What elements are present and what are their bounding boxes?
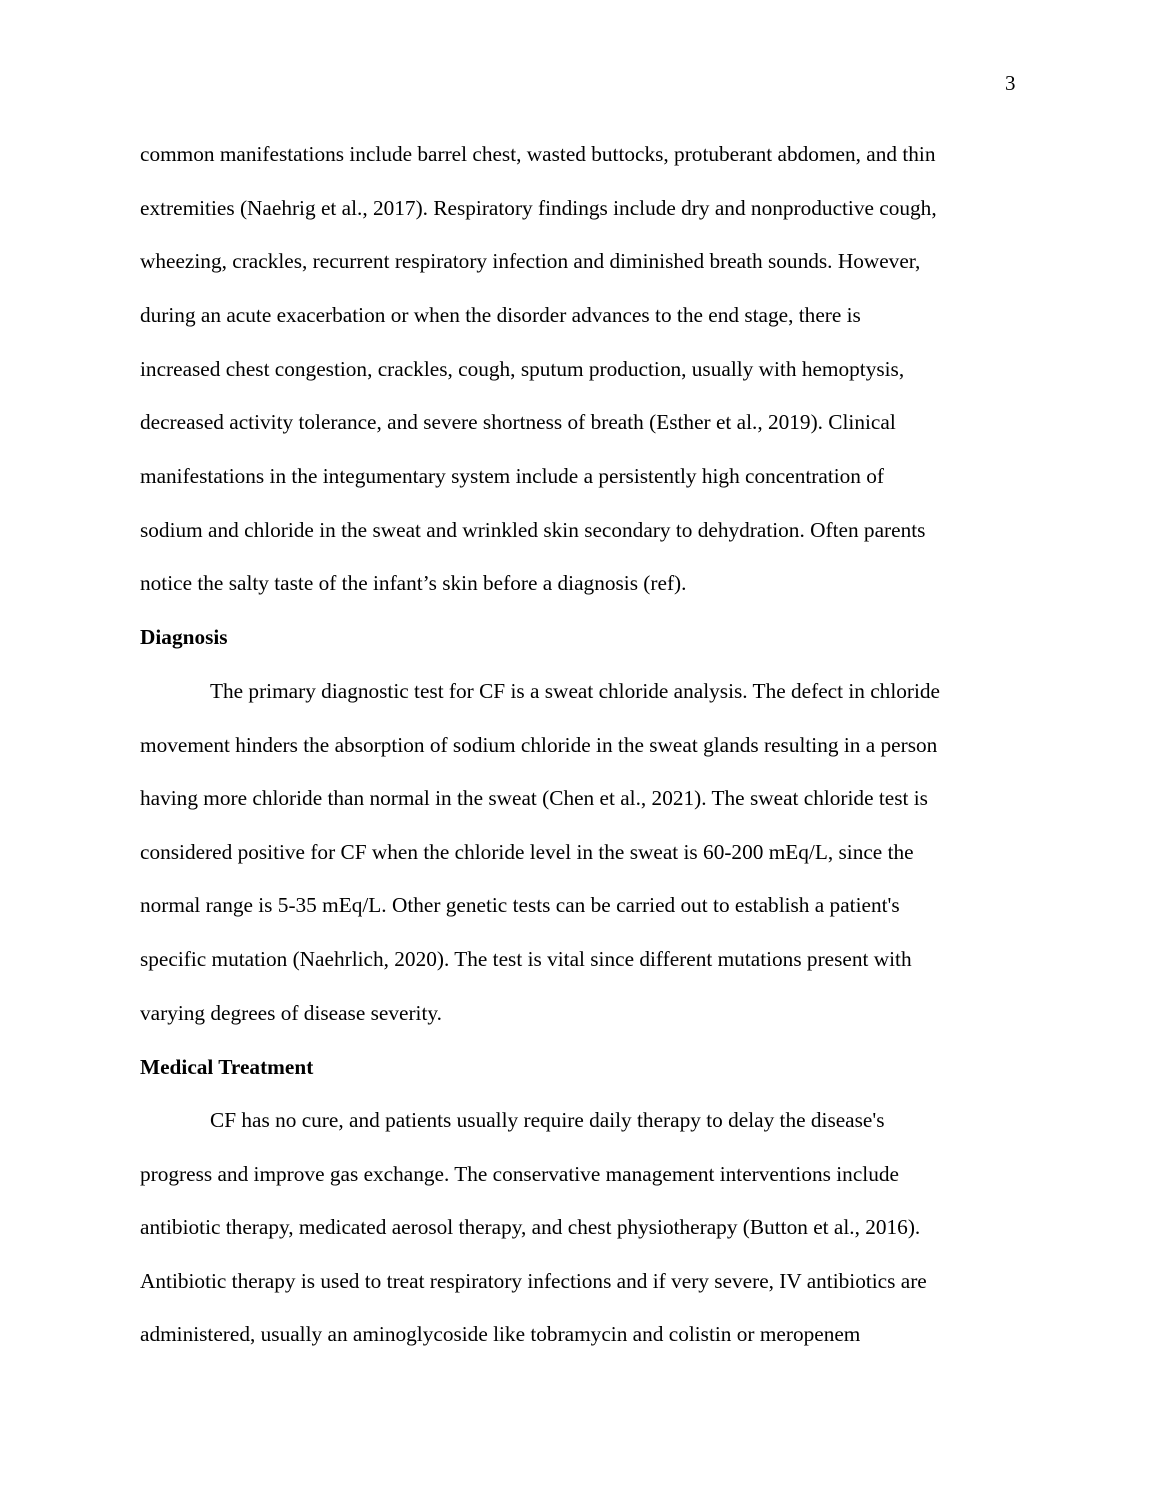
section-heading-medical-treatment: Medical Treatment xyxy=(140,1055,314,1079)
paragraph-line: considered positive for CF when the chloride level in the sweat is 60-200 mEq/L, since the xyxy=(140,840,914,864)
paragraph-line: common manifestations include barrel chest, wasted buttocks, protuberant abdomen, and thin xyxy=(140,142,936,166)
page-number: 3 xyxy=(1005,71,1016,95)
paragraph-line: extremities (Naehrig et al., 2017). Respiratory findings include dry and nonproductive cough, xyxy=(140,196,937,220)
paragraph-line: sodium and chloride in the sweat and wrinkled skin secondary to dehydration. Often parents xyxy=(140,518,926,542)
paragraph-line: during an acute exacerbation or when the disorder advances to the end stage, there is xyxy=(140,303,861,327)
paragraph-line: Antibiotic therapy is used to treat respiratory infections and if very severe, IV antibiotics are xyxy=(140,1269,927,1293)
paragraph-line: increased chest congestion, crackles, cough, sputum production, usually with hemoptysis, xyxy=(140,357,905,381)
paragraph-line: wheezing, crackles, recurrent respiratory infection and diminished breath sounds. However, xyxy=(140,249,921,273)
paragraph-line: notice the salty taste of the infant’s skin before a diagnosis (ref). xyxy=(140,571,687,595)
paragraph-line: having more chloride than normal in the sweat (Chen et al., 2021). The sweat chloride test is xyxy=(140,786,928,810)
paragraph-line: manifestations in the integumentary system include a persistently high concentration of xyxy=(140,464,885,488)
paragraph-line: decreased activity tolerance, and severe shortness of breath (Esther et al., 2019). Clinical xyxy=(140,410,896,434)
section-heading-diagnosis: Diagnosis xyxy=(140,625,228,649)
paragraph-line: normal range is 5-35 mEq/L. Other genetic tests can be carried out to establish a patient's xyxy=(140,893,900,917)
paragraph-line: progress and improve gas exchange. The conservative management interventions include xyxy=(140,1162,899,1186)
paragraph-line: specific mutation (Naehrlich, 2020). The test is vital since different mutations present with xyxy=(140,947,912,971)
paragraph-line: varying degrees of disease severity. xyxy=(140,1001,442,1025)
paragraph-line: movement hinders the absorption of sodium chloride in the sweat glands resulting in a person xyxy=(140,733,938,757)
paragraph-line: administered, usually an aminoglycoside like tobramycin and colistin or meropenem xyxy=(140,1322,861,1346)
paragraph-line: CF has no cure, and patients usually require daily therapy to delay the disease's xyxy=(210,1108,885,1132)
paragraph-line: The primary diagnostic test for CF is a sweat chloride analysis. The defect in chloride xyxy=(210,679,941,703)
paragraph-line: antibiotic therapy, medicated aerosol therapy, and chest physiotherapy (Button et al., 2016). xyxy=(140,1215,921,1239)
